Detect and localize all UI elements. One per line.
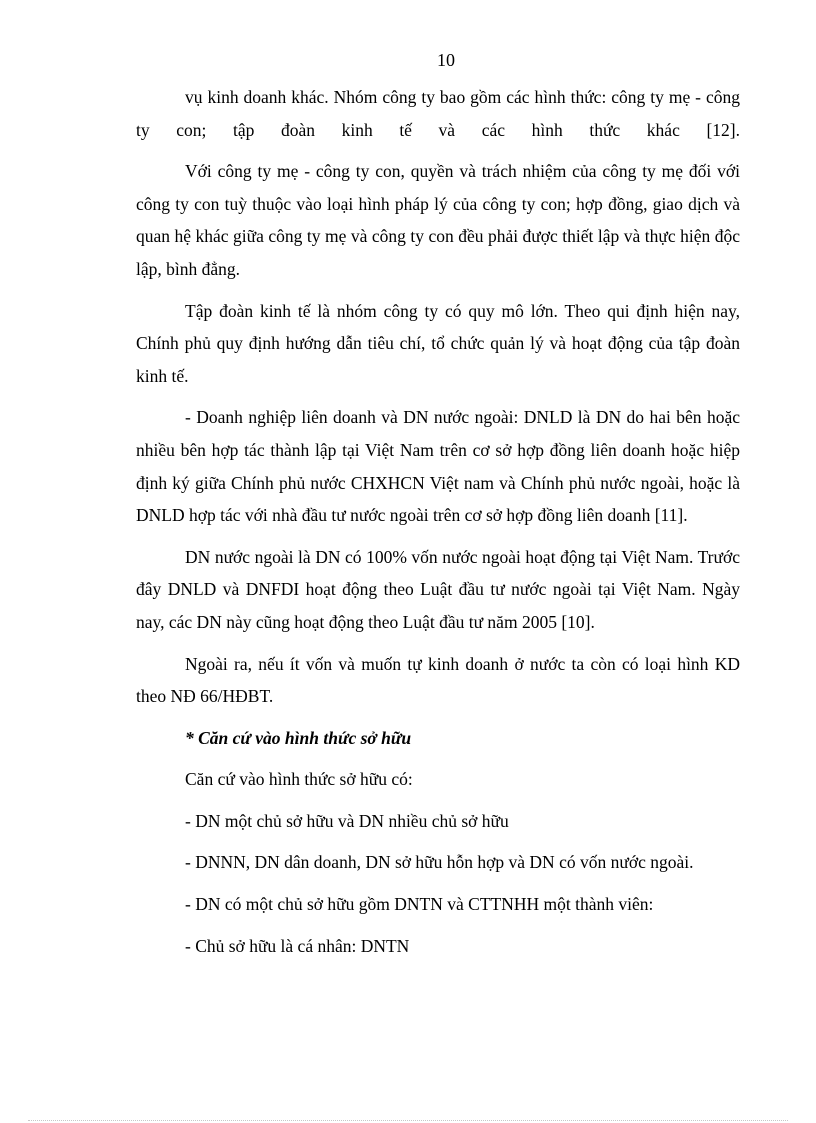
page-number: 10 — [437, 50, 455, 70]
paragraph-economic-group: Tập đoàn kinh tế là nhóm công ty có quy mô lớn. Theo qui định hiện nay, Chính phủ quy định hướng dẫn tiêu chí, tổ chức quản lý và hoạt động của tập đoàn kinh tế. — [136, 300, 740, 386]
footer-divider — [28, 1120, 788, 1121]
paragraph-continuation: vụ kinh doanh khác. Nhóm công ty bao gồm các hình thức: công ty mẹ - công ty con; tập đoàn kinh tế và các hình thức khác [12]. — [136, 87, 740, 140]
document-body — [136, 81, 740, 962]
paragraph-foreign-enterprise: DN nước ngoài là DN có 100% vốn nước ngoài hoạt động tại Việt Nam. Trước đây DNLD và DNFDI hoạt động theo Luật đầu tư nước ngoài tại Việt Nam. Ngày nay, các DN này cũng hoạt động theo Luật đầu tư năm 2005 [10]. — [136, 546, 740, 632]
list-item-individual-owner: - Chủ sở hữu là cá nhân: DNTN — [185, 935, 410, 956]
section-heading-ownership: * Căn cứ vào hình thức sở hữu — [185, 727, 412, 748]
paragraph-parent-company: Với công ty mẹ - công ty con, quyền và trách nhiệm của công ty mẹ đối với công ty con tuỳ thuộc vào loại hình pháp lý của công ty con; hợp đồng, giao dịch và quan hệ khác giữa công ty mẹ và công ty con đều phải được thiết lập và thực hiện độc lập, bình đẳng. — [136, 161, 740, 279]
list-item-single-owner-types: - DN có một chủ sở hữu gồm DNTN và CTTNHH một thành viên: — [185, 894, 654, 915]
paragraph-household-business: Ngoài ra, nếu ít vốn và muốn tự kinh doanh ở nước ta còn có loại hình KD theo NĐ 66/HĐBT. — [136, 653, 740, 707]
paragraph-ownership-intro: Căn cứ vào hình thức sở hữu có: — [185, 769, 413, 790]
list-item-ownership-types: - DNNN, DN dân doanh, DN sở hữu hỗn hợp và DN có vốn nước ngoài. — [185, 852, 694, 873]
list-item-single-multi-owner: - DN một chủ sở hữu và DN nhiều chủ sở hữu — [185, 810, 509, 831]
paragraph-joint-venture: - Doanh nghiệp liên doanh và DN nước ngoài: DNLD là DN do hai bên hoặc nhiều bên hợp tác thành lập tại Việt Nam trên cơ sở hợp đồng liên doanh hoặc hiệp định ký giữa Chính phủ nước CHXHCN Việt nam và Chính phủ nước ngoài, hoặc là DNLD hợp tác với nhà đầu tư nước ngoài trên cơ sở hợp đồng liên doanh [11]. — [136, 407, 740, 526]
